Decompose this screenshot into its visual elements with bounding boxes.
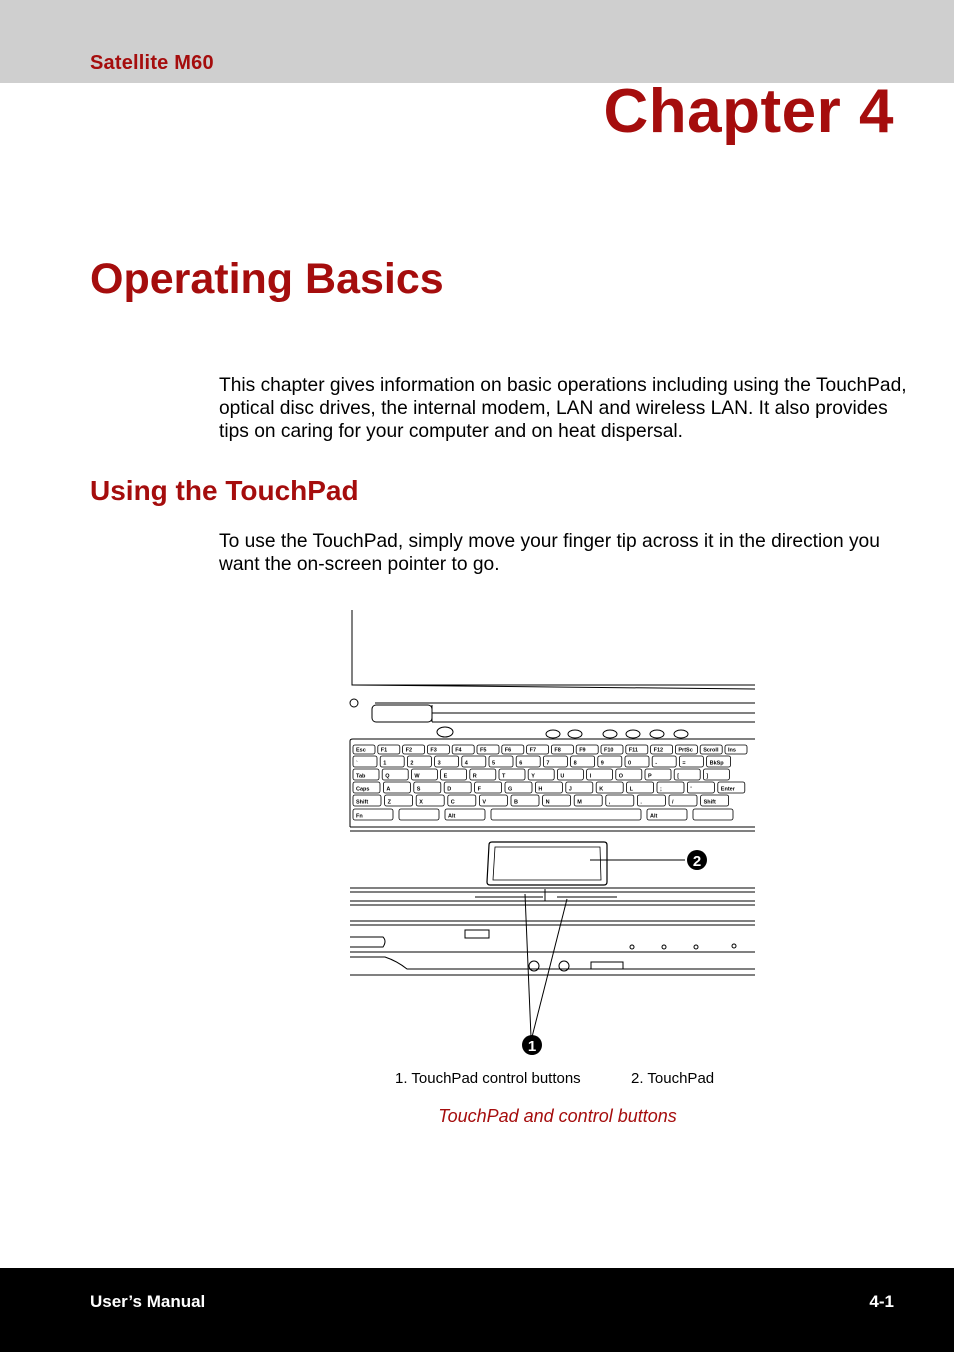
front-latch xyxy=(350,937,385,947)
keyboard-key-label: K xyxy=(599,786,604,793)
keyboard-key-label: Scroll xyxy=(703,747,719,754)
keyboard-key-label: - xyxy=(655,760,658,767)
chapter-title: Chapter 4 xyxy=(603,77,894,146)
callout-1 xyxy=(522,1035,542,1055)
keyboard-key-label: L xyxy=(629,786,633,793)
keyboard-key-label: = xyxy=(682,760,686,767)
keyboard-key-label: F9 xyxy=(579,747,586,754)
keyboard-key-label: / xyxy=(672,799,674,806)
keyboard-key-label: ; xyxy=(660,786,662,793)
status-led xyxy=(694,945,698,949)
screen-lid xyxy=(352,610,755,685)
keyboard-key xyxy=(491,809,641,820)
keyboard-key-label: F12 xyxy=(653,747,664,754)
status-led xyxy=(662,945,666,949)
keyboard-key-label: . xyxy=(640,799,642,806)
keyboard-key-label: Shift xyxy=(703,799,716,806)
keyboard-key-label: C xyxy=(450,799,455,806)
front-slot xyxy=(465,930,489,938)
keyboard-key-label: 5 xyxy=(492,760,496,767)
keyboard-key-label: F2 xyxy=(405,747,413,754)
footer-page-number: 4-1 xyxy=(869,1292,894,1311)
keyboard-key-label: Q xyxy=(385,773,390,780)
keyboard-key-label: ` xyxy=(356,760,358,767)
keyboard-key-label: Alt xyxy=(448,813,456,820)
keyboard-key-label: S xyxy=(416,786,421,793)
keyboard-key-label: Tab xyxy=(356,773,366,780)
keyboard-key-label: 8 xyxy=(573,760,577,767)
keyboard-key-label: A xyxy=(386,786,391,793)
keyboard-key-label: M xyxy=(577,799,582,806)
hotkey-button xyxy=(603,730,617,738)
intro-paragraph: This chapter gives information on basic operations including using the TouchPad, optical disc drives, the internal modem, LAN and wireless LAN. It also provides tips on caring for your computer and on heat dispersal. xyxy=(219,375,907,442)
keyboard-key-label: G xyxy=(508,786,513,793)
keyboard-key-label: 3 xyxy=(437,760,441,767)
keyboard-key-label: F5 xyxy=(480,747,487,754)
keyboard-key-label: Esc xyxy=(356,747,366,754)
power-indicator xyxy=(350,699,358,707)
keyboard-key-label: 6 xyxy=(519,760,523,767)
keyboard-key-label: H xyxy=(538,786,543,793)
keyboard-key-label: F8 xyxy=(554,747,561,754)
keyboard-key-label: E xyxy=(443,773,448,780)
hotkey-button xyxy=(546,730,560,738)
ir-port xyxy=(591,962,623,969)
keyboard-key-label: PrtSc xyxy=(678,747,693,754)
keyboard-key-label: , xyxy=(608,799,611,806)
keyboard-key-label: T xyxy=(502,773,506,780)
keyboard-key-label: Alt xyxy=(650,813,658,820)
callout-1-leader xyxy=(532,899,567,1037)
keyboard-key-label: F11 xyxy=(628,747,638,754)
keyboard-key-label: W xyxy=(414,773,420,780)
hotkey-button xyxy=(437,727,453,737)
callout-2 xyxy=(687,850,707,870)
hotkey-button xyxy=(626,730,640,738)
subsection-title: Using the TouchPad xyxy=(90,475,359,506)
keyboard-key-label: X xyxy=(419,799,423,806)
keyboard-key-label: P xyxy=(648,773,652,780)
hotkey-button xyxy=(568,730,582,738)
keyboard-key-label: F3 xyxy=(430,747,437,754)
keyboard xyxy=(353,745,747,820)
keyboard-key-label: F1 xyxy=(380,747,388,754)
keyboard-key-label: 9 xyxy=(600,760,604,767)
laptop-drawing xyxy=(345,605,760,1055)
keyboard-key-label: ' xyxy=(690,786,692,793)
keyboard-key-label: BkSp xyxy=(709,760,724,767)
keyboard-key-label: F4 xyxy=(455,747,462,754)
keyboard-key-label: 4 xyxy=(464,760,468,767)
product-name: Satellite M60 xyxy=(90,52,214,74)
keyboard-key-label: N xyxy=(545,799,550,806)
touchpad xyxy=(487,842,607,885)
keyboard-key-label: F6 xyxy=(504,747,512,754)
keyboard-key-label: Caps xyxy=(356,786,370,793)
keyboard-key-label: F xyxy=(477,786,481,793)
section-title: Operating Basics xyxy=(90,255,444,303)
keyboard-key-label: I xyxy=(589,773,592,780)
keyboard-key-label: D xyxy=(447,786,452,793)
keyboard-key-label: J xyxy=(568,786,572,793)
keyboard-key-label: R xyxy=(472,773,477,780)
keyboard-key-label: B xyxy=(514,799,518,806)
keyboard-key xyxy=(399,809,439,820)
legend-touchpad: 2. TouchPad xyxy=(631,1070,715,1087)
keyboard-key-label: O xyxy=(618,773,624,780)
callout-2-label: 2 xyxy=(692,853,702,870)
status-led xyxy=(732,944,736,948)
keyboard-key xyxy=(693,809,733,820)
keyboard-key-label: [ xyxy=(677,773,680,780)
keyboard-key-label: Shift xyxy=(356,799,369,806)
touchpad-paragraph: To use the TouchPad, simply move your finger tip across it in the direction you want the on-screen pointer to go. xyxy=(219,531,880,575)
keyboard-key-label: V xyxy=(482,799,487,806)
keyboard-key-label: 1 xyxy=(383,760,387,767)
legend-touchpad-buttons: 1. TouchPad control buttons xyxy=(395,1070,581,1087)
footer-manual-label: User’s Manual xyxy=(90,1292,206,1311)
figure-caption: TouchPad and control buttons xyxy=(438,1106,677,1126)
callout-1-leader xyxy=(525,894,531,1037)
keyboard-key-label: ] xyxy=(706,773,709,780)
touchpad-illustration xyxy=(345,605,760,1055)
keyboard-key-label: 7 xyxy=(546,760,550,767)
callout-1-label: 1 xyxy=(527,1038,537,1055)
keyboard-key-label: Fn xyxy=(356,813,363,820)
hotkey-button xyxy=(650,730,664,738)
keyboard-key-label: U xyxy=(560,773,565,780)
hotkey-button xyxy=(674,730,688,738)
keyboard-key-label: Y xyxy=(531,773,535,780)
hinge-cover xyxy=(372,705,432,722)
status-led xyxy=(630,945,634,949)
keyboard-key-label: 0 xyxy=(628,760,632,767)
keyboard-key-label: 2 xyxy=(410,760,414,767)
keyboard-key-label: F10 xyxy=(604,747,614,754)
keyboard-key-label: F7 xyxy=(529,747,537,754)
keyboard-key-label: Z xyxy=(387,799,391,806)
keyboard-key-label: Ins xyxy=(728,747,736,754)
screen-lid-edge xyxy=(353,685,755,689)
keyboard-key-label: Enter xyxy=(720,786,735,793)
